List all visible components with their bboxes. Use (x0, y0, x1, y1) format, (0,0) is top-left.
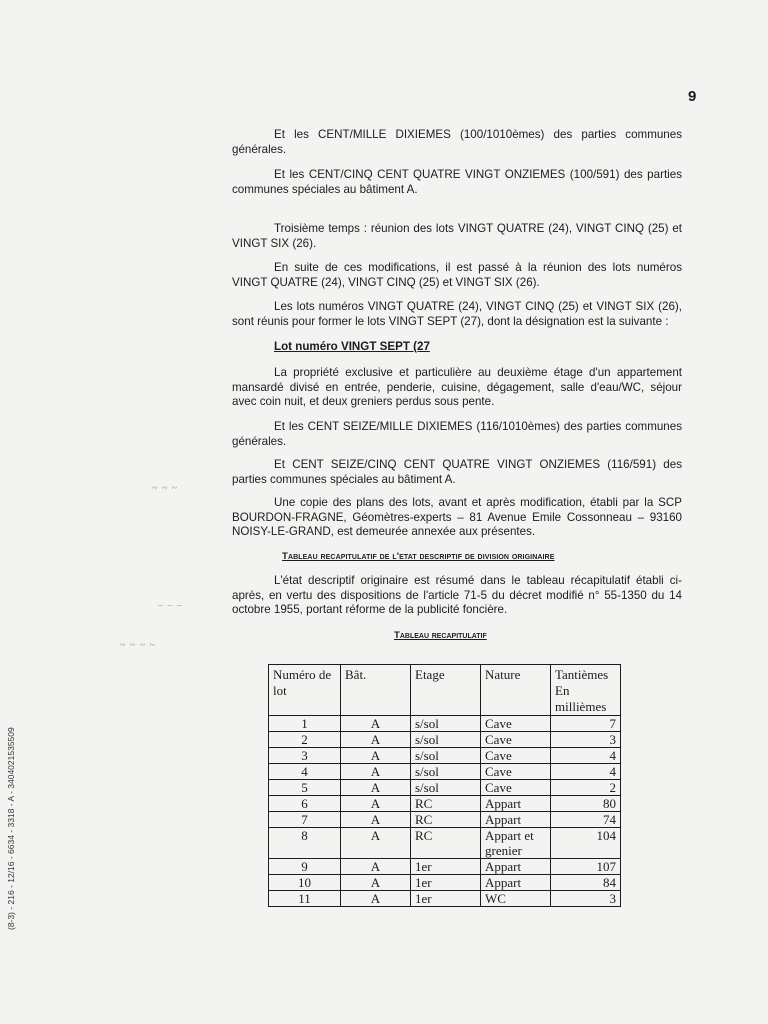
cell-tantiemes: 7 (551, 716, 621, 732)
cell-etage: 1er (411, 875, 481, 891)
page-number: 9 (688, 88, 697, 105)
cell-lot-number: 4 (269, 764, 341, 780)
cell-lot-number: 10 (269, 875, 341, 891)
paragraph-lots-reunis: Les lots numéros VINGT QUATRE (24), VINGT CINQ (25) et VINGT SIX (26), sont réunis pour former le lots VINGT SEPT (27), dont la désignation est la suivante : (232, 300, 682, 328)
cell-lot-number: 5 (269, 780, 341, 796)
table-row (269, 812, 621, 828)
cell-nature: Cave (481, 732, 551, 748)
header-batiment: Bât. (341, 665, 411, 716)
cell-nature: Appart (481, 875, 551, 891)
table-row (269, 764, 621, 780)
header-nature: Nature (481, 665, 551, 716)
table-row (269, 780, 621, 796)
cell-nature: Cave (481, 716, 551, 732)
cell-lot-number: 6 (269, 796, 341, 812)
margin-mark: _ _ _ (158, 596, 183, 607)
cell-tantiemes: 3 (551, 732, 621, 748)
table-row (269, 875, 621, 891)
cell-etage: 1er (411, 859, 481, 875)
table-header-row (269, 665, 621, 716)
cell-batiment: A (341, 732, 411, 748)
cell-etage: s/sol (411, 764, 481, 780)
cell-etage: s/sol (411, 748, 481, 764)
cell-nature: Appart (481, 859, 551, 875)
table-title: Tableau recapitulatif (394, 630, 487, 641)
table-row (269, 828, 621, 859)
header-numero-lot: Numéro de lot (269, 665, 341, 716)
paragraph-lot-description: La propriété exclusive et particulière au deuxième étage d'un appartement mansardé divisé en entrée, penderie, cuisine, dégagement, salle d'eau/WC, séjour avec coin nuit, et deux greniers perdus sous pente. (232, 366, 682, 408)
table-row (269, 732, 621, 748)
cell-etage: 1er (411, 891, 481, 907)
cell-lot-number: 9 (269, 859, 341, 875)
cell-batiment: A (341, 780, 411, 796)
header-tantiemes: Tantièmes En millièmes (551, 665, 621, 716)
paragraph-parts-communes-generales: Et les CENT/MILLE DIXIEMES (100/1010èmes) des parties communes générales. (232, 128, 682, 156)
cell-batiment: A (341, 796, 411, 812)
cell-tantiemes: 74 (551, 812, 621, 828)
paragraph-tantiemes-speciaux: Et CENT SEIZE/CINQ CENT QUATRE VINGT ONZIEMES (116/591) des parties communes spéciales au bâtiment A. (232, 458, 682, 486)
cell-batiment: A (341, 828, 411, 859)
cell-lot-number: 3 (269, 748, 341, 764)
cell-etage: RC (411, 796, 481, 812)
paragraph-etat-descriptif: L'état descriptif originaire est résumé dans le tableau récapitulatif établi ci-après, en vertu des dispositions de l'article 71-5 du décret modifié n° 55-1350 du 14 octobre 1955, portant réforme de la publicité foncière. (232, 574, 682, 616)
margin-mark: ~ ~ ~ ~ (120, 640, 157, 651)
cell-tantiemes: 3 (551, 891, 621, 907)
cell-etage: RC (411, 828, 481, 859)
cell-nature: WC (481, 891, 551, 907)
cell-etage: s/sol (411, 716, 481, 732)
lot-title: Lot numéro VINGT SEPT (27 (274, 340, 430, 353)
table-body (269, 716, 621, 907)
cell-etage: s/sol (411, 732, 481, 748)
cell-nature: Cave (481, 780, 551, 796)
header-etage: Etage (411, 665, 481, 716)
paragraph-tantiemes-generaux: Et les CENT SEIZE/MILLE DIXIEMES (116/1010èmes) des parties communes générales. (232, 420, 682, 448)
cell-etage: s/sol (411, 780, 481, 796)
cell-tantiemes: 84 (551, 875, 621, 891)
cell-nature: Cave (481, 764, 551, 780)
cell-batiment: A (341, 748, 411, 764)
margin-mark: ~ ~ ~ (152, 483, 179, 494)
table-row (269, 796, 621, 812)
cell-etage: RC (411, 812, 481, 828)
paragraph-parts-communes-speciales: Et les CENT/CINQ CENT QUATRE VINGT ONZIEMES (100/591) des parties communes spéciales au bâtiment A. (232, 168, 682, 196)
cell-tantiemes: 4 (551, 764, 621, 780)
cell-tantiemes: 2 (551, 780, 621, 796)
cell-nature: Cave (481, 748, 551, 764)
cell-lot-number: 11 (269, 891, 341, 907)
paragraph-suite-modifications: En suite de ces modifications, il est passé à la réunion des lots numéros VINGT QUATRE (24), VINGT CINQ (25) et VINGT SIX (26). (232, 261, 682, 289)
cell-tantiemes: 80 (551, 796, 621, 812)
table-row (269, 748, 621, 764)
table-row (269, 859, 621, 875)
cell-batiment: A (341, 891, 411, 907)
cell-tantiemes: 104 (551, 828, 621, 859)
recap-table (268, 664, 621, 907)
cell-nature: Appart (481, 796, 551, 812)
side-reference: (8-3) - 216 - 12/16 - 6634 - 3318 - A - 3404021535509 (6, 727, 16, 930)
table-row (269, 891, 621, 907)
paragraph-troisieme-temps: Troisième temps : réunion des lots VINGT QUATRE (24), VINGT CINQ (25) et VINGT SIX (26). (232, 222, 682, 250)
cell-batiment: A (341, 716, 411, 732)
cell-nature: Appart (481, 812, 551, 828)
paragraph-copie-plans: Une copie des plans des lots, avant et après modification, établi par la SCP BOURDON-FRAGNE, Géomètres-experts – 81 Avenue Emile Cossonneau – 93160 NOISY-LE-GRAND, est demeurée annexée aux présentes. (232, 496, 682, 538)
cell-batiment: A (341, 859, 411, 875)
section-title: Tableau recapitulatif de l'etat descriptif de division originaire (282, 551, 555, 562)
cell-batiment: A (341, 875, 411, 891)
cell-nature: Appart et grenier (481, 828, 551, 859)
cell-tantiemes: 107 (551, 859, 621, 875)
table-row (269, 716, 621, 732)
cell-batiment: A (341, 812, 411, 828)
cell-lot-number: 2 (269, 732, 341, 748)
cell-lot-number: 1 (269, 716, 341, 732)
cell-batiment: A (341, 764, 411, 780)
cell-tantiemes: 4 (551, 748, 621, 764)
cell-lot-number: 8 (269, 828, 341, 859)
cell-lot-number: 7 (269, 812, 341, 828)
